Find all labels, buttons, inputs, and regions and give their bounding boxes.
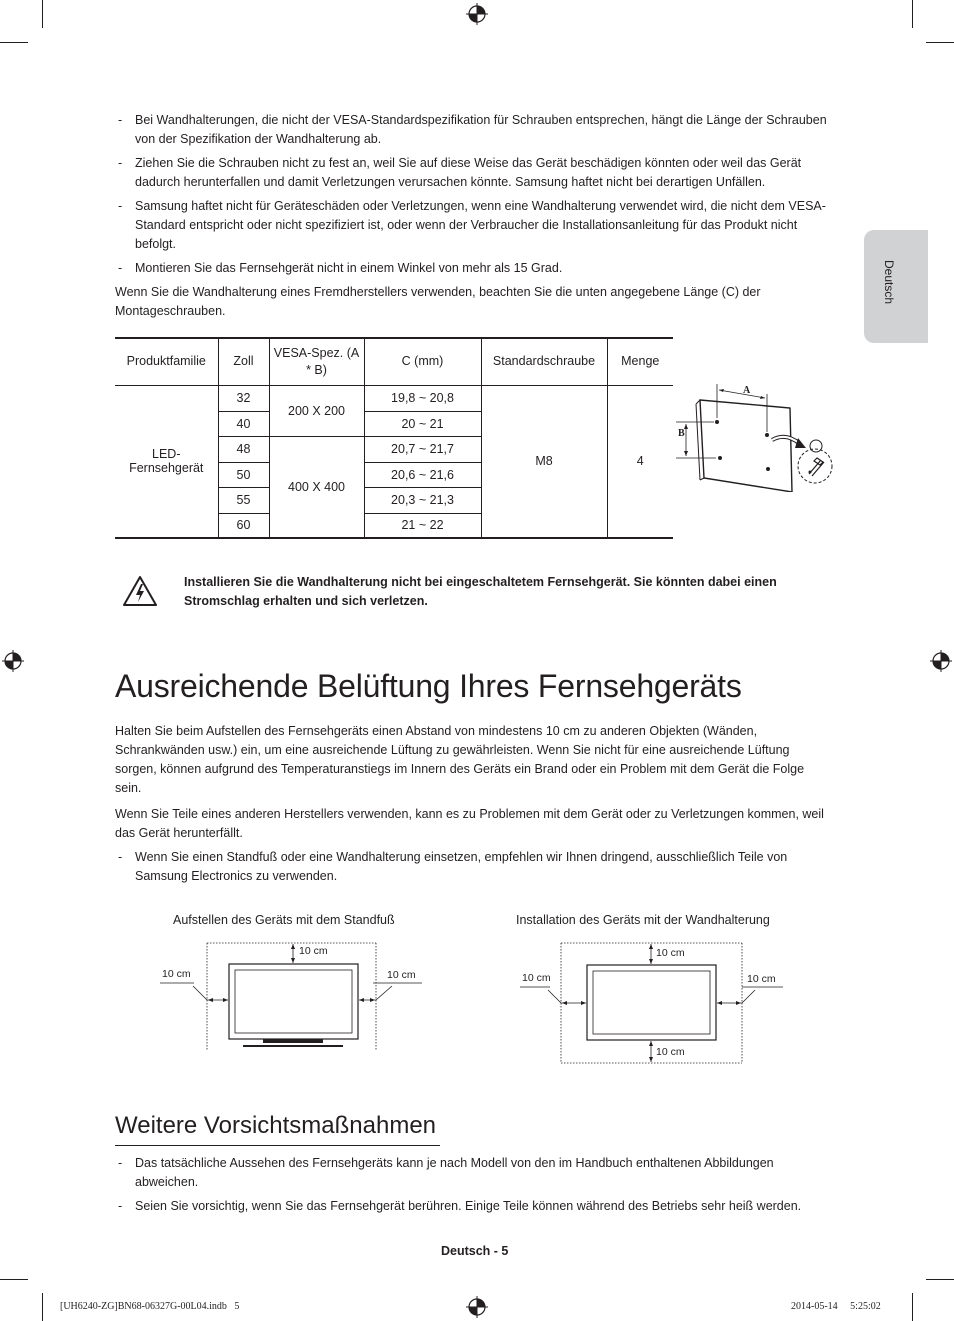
page-number: Deutsch - 5 (441, 1244, 509, 1258)
list-item: - Das tatsächliche Aussehen des Fernsehgeräts kann je nach Modell von den im Handbuch enthaltenen Abbildungen abweichen. (118, 1156, 774, 1189)
table-cell-c: 21 ~ 22 (364, 513, 481, 538)
wall-mount-diagram (676, 380, 838, 492)
table-cell-inch: 60 (218, 513, 269, 538)
crop-mark (912, 0, 913, 28)
crop-mark (926, 42, 954, 43)
stand-diagram-caption: Aufstellen des Geräts mit dem Standfuß (173, 913, 395, 927)
list-item: - Seien Sie vorsichtig, wenn Sie das Fernsehgerät berühren. Einige Teile können während des Betriebs sehr heiß werden. (118, 1199, 802, 1213)
intro-paragraph: Wenn Sie die Wandhalterung eines Fremdherstellers verwenden, beachten Sie die unten angegebene Länge (C) der Montageschrauben. (115, 285, 761, 318)
table-cell-vesa: 400 X 400 (269, 436, 364, 538)
side-tab-label: Deutsch (882, 260, 896, 305)
language-side-tab (864, 230, 928, 343)
wall-diagram-caption: Installation des Geräts mit der Wandhalterung (516, 913, 770, 927)
table-cell-c: 20,7 ~ 21,7 (364, 436, 481, 462)
warning-text: Installieren Sie die Wandhalterung nicht bei eingeschaltetem Fernsehgerät. Sie könnten dabei einen Stromschlag erhalten und sich verletzen. (184, 575, 777, 608)
wall-ventilation-diagram (520, 940, 785, 1065)
print-footer-right: 2014-05-14 5:25:02 (791, 1301, 881, 1312)
table-cell-quantity: 4 (607, 385, 673, 538)
list-item: - Wenn Sie einen Standfuß oder eine Wandhalterung einsetzen, empfehlen wir Ihnen dringend, ausschließlich Teile von Samsung Electronics zu verwenden. (118, 850, 788, 883)
table-row (115, 385, 673, 411)
table-cell-c: 20,6 ~ 21,6 (364, 462, 481, 487)
dimension-label-b: B (678, 428, 685, 439)
table-cell-inch: 48 (218, 436, 269, 462)
clearance-label-top: 10 cm (299, 945, 328, 957)
ventilation-paragraph: Halten Sie beim Aufstellen des Fernsehgeräts einen Abstand von mindestens 10 cm zu anderen Objekten (Wänden, Schrankwänden usw.) ein, um eine ausreichende Lüftung zu gewährleisten. Wenn Sie nicht für eine ausreichende Lüftung sorgen, können aufgrund des Temperaturanstiegs im Innern des Geräts ein Brand oder ein Problem mit dem Gerät die Folge sein. (115, 724, 805, 795)
list-item: - Montieren Sie das Fernsehgerät nicht in einem Winkel von mehr als 15 Grad. (118, 261, 563, 275)
clearance-label-right: 10 cm (747, 973, 776, 985)
crop-mark (926, 1279, 954, 1280)
crop-mark (42, 0, 43, 28)
stand-ventilation-diagram (160, 940, 425, 1055)
table-cell-c: 19,8 ~ 20,8 (364, 385, 481, 411)
table-cell-family: LED-Fernsehgerät (115, 385, 218, 538)
table-header: C (mm) (364, 338, 481, 385)
clearance-label-left: 10 cm (522, 972, 551, 984)
table-header: Zoll (218, 338, 269, 385)
registration-mark-icon (466, 3, 488, 25)
list-item: - Samsung haftet nicht für Geräteschäden oder Verletzungen, wenn eine Wandhalterung verwendet wird, die nicht dem VESA-Standard entspricht oder nicht spezifiziert ist, oder wenn der Verbraucher die Installationsanleitung für das Produkt nicht befolgt. (118, 199, 826, 251)
high-voltage-warning-icon (122, 575, 158, 607)
subsection-title: Weitere Vorsichtsmaßnahmen (115, 1112, 437, 1139)
table-cell-vesa: 200 X 200 (269, 385, 364, 436)
registration-mark-icon (2, 650, 24, 672)
clearance-label-left: 10 cm (162, 968, 191, 980)
print-footer-left: [UH6240-ZG]BN68-06327G-00L04.indb 5 (60, 1301, 240, 1312)
crop-mark (0, 42, 28, 43)
registration-mark-icon (466, 1296, 488, 1318)
table-cell-inch: 40 (218, 411, 269, 436)
screw-spec-table (115, 337, 673, 539)
table-cell-screw: M8 (481, 385, 607, 538)
table-cell-inch: 32 (218, 385, 269, 411)
subsection-underline (115, 1145, 440, 1146)
crop-mark (912, 1293, 913, 1321)
table-header-row (115, 338, 673, 385)
clearance-label-top: 10 cm (656, 947, 685, 959)
table-header: Produktfamilie (115, 338, 218, 385)
dimension-label-a: A (743, 385, 751, 396)
table-cell-inch: 50 (218, 462, 269, 487)
table-cell-c: 20 ~ 21 (364, 411, 481, 436)
clearance-label-right: 10 cm (387, 969, 416, 981)
clearance-label-bottom: 10 cm (656, 1046, 685, 1058)
list-item: - Ziehen Sie die Schrauben nicht zu fest an, weil Sie auf diese Weise das Gerät beschädigen könnten oder weil das Gerät dadurch herunterfallen und damit Verletzungen verursachen könnte. Samsung haftet nicht bei derartigen Unfällen. (118, 156, 802, 189)
table-header: Standardschraube (481, 338, 607, 385)
table-cell-c: 20,3 ~ 21,3 (364, 487, 481, 513)
crop-mark (0, 1279, 28, 1280)
registration-mark-icon (930, 650, 952, 672)
crop-mark (42, 1293, 43, 1321)
ventilation-paragraph: Wenn Sie Teile eines anderen Herstellers verwenden, kann es zu Problemen mit dem Gerät oder zu Verletzungen kommen, weil das Gerät herunterfällt. (115, 807, 824, 840)
table-cell-inch: 55 (218, 487, 269, 513)
list-item: - Bei Wandhalterungen, die nicht der VESA-Standardspezifikation für Schrauben entsprechen, hängt die Länge der Schrauben von der Spezifikation der Wandhalterung ab. (118, 113, 827, 146)
table-header: VESA-Spez. (A * B) (269, 338, 364, 385)
table-header: Menge (607, 338, 673, 385)
page-title: Ausreichende Belüftung Ihres Fernsehgeräts (115, 668, 742, 704)
